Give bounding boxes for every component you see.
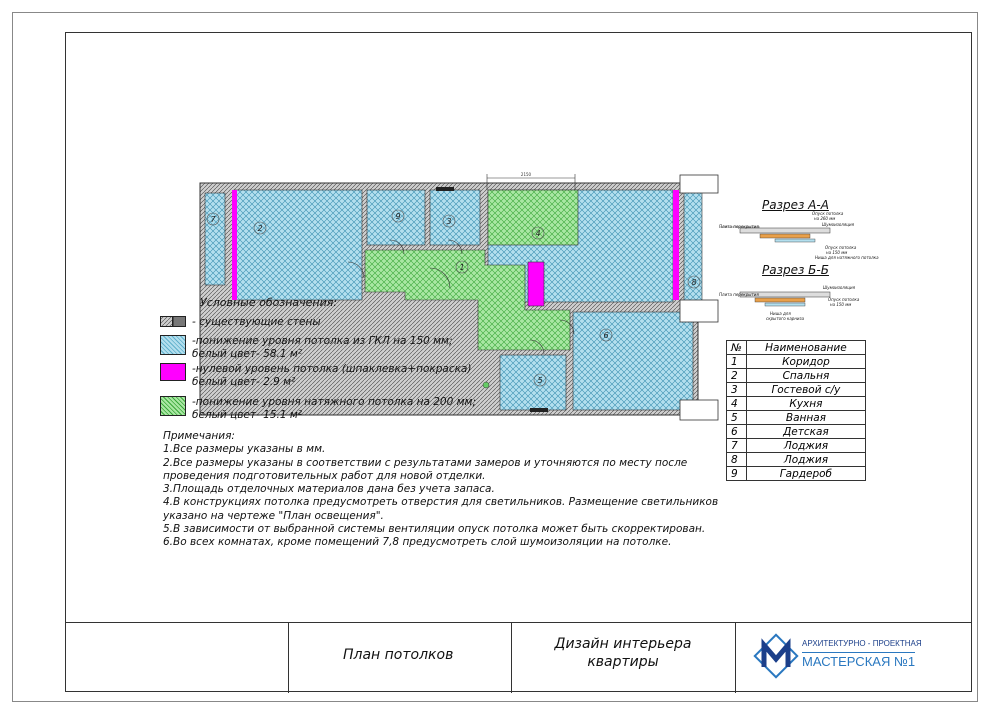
dimension-label: 2150 <box>520 172 532 177</box>
note-1: 1.Все размеры указаны в мм. <box>163 443 326 456</box>
section-aa-note: Плита перекрытия <box>719 224 759 229</box>
legend-gkl <box>160 335 453 361</box>
section-aa-note: Опуск потолка <box>812 211 844 216</box>
room-3-toilet <box>430 190 480 245</box>
room-number: 3 <box>446 217 452 226</box>
zero-swatch <box>160 363 186 381</box>
row-name: Лоджия <box>746 439 865 453</box>
company-line2: МАСТЕРСКАЯ №1 <box>802 654 916 669</box>
legend-stretch <box>160 396 476 422</box>
room-number: 1 <box>459 263 465 272</box>
section-bb-note: Плита перекрытия <box>719 292 759 297</box>
legend-stretch-line1: -понижение уровня натяжного потолка на 200 мм; <box>192 396 476 408</box>
note-2a: 2.Все размеры указаны в соответствии с результатами замеров и уточняются по месту после <box>163 456 688 469</box>
table-row <box>727 369 866 383</box>
section-bb-note: на 150 мм <box>830 302 852 307</box>
table-row <box>727 453 866 467</box>
legend-stretch-line2: белый цвет- 15.1 м² <box>192 409 302 421</box>
notes <box>163 430 723 550</box>
row-name: Коридор <box>746 355 865 369</box>
row-num: 8 <box>727 453 747 467</box>
note-5: 5.В зависимости от выбранной системы вентиляции опуск потолка может быть скорректирован. <box>163 523 706 536</box>
legend-walls-text: - существующие стены <box>192 316 321 328</box>
row-num: 9 <box>727 467 747 481</box>
note-4a: 4.В конструкциях потолка предусмотреть отверстия для светильников. Размещение светильников <box>163 496 719 509</box>
row-name: Детская <box>746 425 865 439</box>
window-block <box>680 400 718 420</box>
project-line2: квартиры <box>587 654 659 670</box>
section-bb-note: Опуск потолка <box>828 297 860 302</box>
section-aa-note: на 150 мм <box>826 250 848 255</box>
table-row <box>727 397 866 411</box>
table-row <box>727 411 866 425</box>
company-logo-icon <box>753 633 799 679</box>
section-bb-note: Шумоизоляция <box>823 285 855 290</box>
table-row <box>727 439 866 453</box>
row-num: 5 <box>727 411 747 425</box>
header-num: № <box>727 341 747 355</box>
table-row <box>727 383 866 397</box>
rooms-table-header <box>727 341 866 355</box>
room-number: 7 <box>210 215 216 224</box>
note-4b: указано на чертеже "План освещения". <box>163 509 384 522</box>
room-number: 5 <box>537 376 543 385</box>
rooms-table <box>726 340 866 481</box>
gkl-swatch <box>160 335 186 355</box>
row-num: 3 <box>727 383 747 397</box>
row-num: 4 <box>727 397 747 411</box>
section-aa-note: Опуск потолка <box>825 245 857 250</box>
legend-zero <box>160 363 471 389</box>
zero-level-kitchen <box>673 190 679 300</box>
note-6: 6.Во всех комнатах, кроме помещений 7,8 предусмотреть слой шумоизоляции на потолке. <box>163 536 672 549</box>
row-name: Ванная <box>746 411 865 425</box>
section-bb-note: скрытого карниза <box>766 316 805 321</box>
section-bb-title: Разрез Б-Б <box>762 263 829 277</box>
company-line1: АРХИТЕКТУРНО - ПРОЕКТНАЯ <box>802 639 922 648</box>
row-name: Кухня <box>746 397 865 411</box>
table-row <box>727 467 866 481</box>
section-bb-note: Ниша для <box>770 311 791 316</box>
zero-level-corridor <box>528 262 544 306</box>
legend-zero-line2: белый цвет- 2.9 м² <box>192 376 296 388</box>
row-num: 1 <box>727 355 747 369</box>
project-name <box>511 635 735 671</box>
section-aa-note: Шумоизоляция <box>822 222 854 227</box>
row-name: Лоджия <box>746 453 865 467</box>
room-7-loggia <box>205 193 225 285</box>
row-name: Спальня <box>746 369 865 383</box>
section-aa-note: на 260 мм <box>814 216 836 221</box>
project-line1: Дизайн интерьера <box>554 636 692 652</box>
room-number: 6 <box>603 331 609 340</box>
title-block <box>65 622 972 693</box>
legend-zero-line1: -нулевой уровень потолка (шпаклевка+покраска) <box>192 363 472 375</box>
stretch-swatch <box>160 396 186 416</box>
room-number: 9 <box>395 212 401 221</box>
room-5-bath <box>500 355 566 410</box>
row-num: 6 <box>727 425 747 439</box>
section-aa-note: Ниша для натяжного потолка <box>815 255 879 260</box>
room-number: 2 <box>257 224 263 233</box>
row-name: Гостевой с/у <box>746 383 865 397</box>
legend-title: Условные обозначения: <box>200 296 338 309</box>
table-row <box>727 425 866 439</box>
legend-gkl-line1: -понижение уровня потолка из ГКЛ на 150 мм; <box>192 335 453 347</box>
room-number: 8 <box>691 278 697 287</box>
zero-level-bedroom <box>232 190 237 300</box>
legend-walls <box>160 316 321 329</box>
row-num: 2 <box>727 369 747 383</box>
note-2b: проведения подготовительных работ для новой отделки. <box>163 469 486 482</box>
sheet-name: План потолков <box>343 647 454 663</box>
row-num: 7 <box>727 439 747 453</box>
table-row <box>727 355 866 369</box>
room-2-bedroom <box>234 190 362 300</box>
section-aa-title: Разрез А-А <box>762 198 829 212</box>
window-block <box>680 175 718 193</box>
header-name: Наименование <box>746 341 865 355</box>
room-number: 4 <box>535 229 541 238</box>
room-6-kids <box>573 312 693 410</box>
legend-gkl-line2: белый цвет- 58.1 м² <box>192 348 302 360</box>
row-name: Гардероб <box>746 467 865 481</box>
notes-title: Примечания: <box>163 430 235 442</box>
wall-swatch <box>160 316 186 327</box>
note-3: 3.Площадь отделочных материалов дана без учета запаса. <box>163 483 495 496</box>
